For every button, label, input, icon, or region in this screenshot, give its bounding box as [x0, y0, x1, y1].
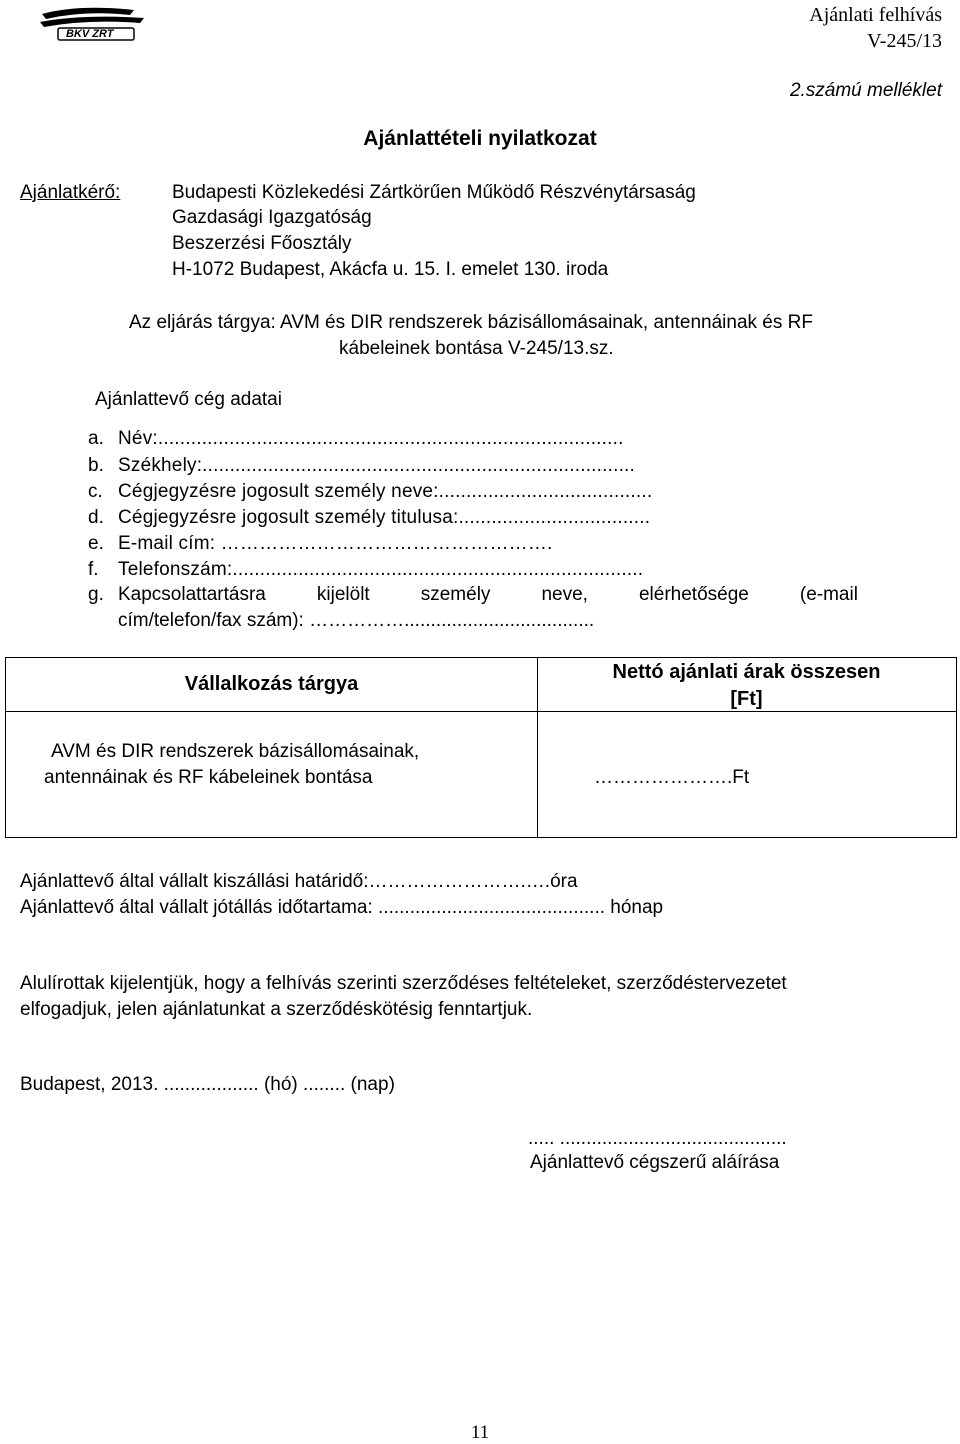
item-text: Cégjegyzésre jogosult személy neve:....................................... [118, 481, 653, 502]
item-letter: b. [88, 455, 104, 476]
customer-line-1: Budapesti Közlekedési Zártkörűen Működő Részvénytársaság [172, 182, 696, 203]
item-text: Telefonszám:........................................................................... [118, 559, 644, 580]
item-text: Név:..................................................................................... [118, 428, 624, 449]
item-text: Cégjegyzésre jogosult személy titulusa:................................... [118, 507, 651, 528]
item-text: Székhely:............................................................................... [118, 455, 635, 476]
doc-type: Ajánlati felhívás [809, 4, 942, 26]
table-header-subject: Vállalkozás tárgya [184, 673, 359, 695]
declaration-line-2: elfogadjuk, jelen ajánlatunkat a szerződéskötésig fenntartjuk. [20, 999, 533, 1020]
delivery-deadline: Ajánlattevő által vállalt kiszállási határidő:…………………….….óra [20, 871, 578, 892]
customer-line-4: H-1072 Budapest, Akácfa u. 15. I. emelet 130. iroda [172, 259, 609, 280]
contact-word: (e-mail [799, 584, 858, 605]
customer-line-3: Beszerzési Főosztály [172, 233, 352, 254]
item-letter: e. [88, 533, 104, 554]
bidder-item-contact [88, 582, 858, 608]
table-header-price-line-1: Nettó ajánlati árak összesen [612, 661, 881, 683]
date-line: Budapest, 2013. .................. (hó) ........ (nap) [20, 1074, 395, 1095]
item-letter: g. [88, 584, 104, 605]
table-cell-subject-line-1: AVM és DIR rendszerek bázisállomásainak, [51, 741, 420, 762]
contact-word: Kapcsolattartásra [118, 584, 266, 605]
annex-label: 2.számú melléklet [789, 80, 942, 101]
bidder-item-signatory-title [88, 505, 650, 531]
item-text: E-mail cím: ……………………………………………. [118, 533, 553, 554]
bidder-item-email [88, 531, 553, 557]
item-letter: a. [88, 428, 104, 449]
subject-line-2: kábeleinek bontása V-245/13.sz. [339, 338, 614, 359]
signature-dots: ..... ........................................... [528, 1128, 787, 1149]
offer-table [5, 657, 957, 838]
subject-line-1: Az eljárás tárgya: AVM és DIR rendszerek bázisállomásainak, antennáinak és RF [129, 312, 813, 333]
logo-text: BKV ZRT [66, 28, 114, 40]
contact-word: személy [420, 584, 491, 605]
customer-label: Ajánlatkérő: [20, 182, 121, 203]
signature-label: Ajánlattevő cégszerű aláírása [530, 1152, 780, 1173]
page-title: Ajánlattételi nyilatkozat [363, 127, 597, 150]
customer-line-2: Gazdasági Igazgatóság [172, 207, 372, 228]
item-letter: d. [88, 507, 104, 528]
contact-line-2: cím/telefon/fax szám): …………….................................... [118, 610, 595, 631]
bidder-item-phone [88, 557, 643, 583]
contact-line-1 [118, 582, 858, 608]
bkv-logo [38, 6, 148, 42]
warranty-period: Ajánlattevő által vállalt jótállás időtartama: ........................................... hónap [20, 897, 664, 918]
contact-word: neve, [541, 584, 588, 605]
item-letter: c. [88, 481, 103, 502]
declaration-line-1: Alulírottak kijelentjük, hogy a felhívás szerinti szerződéses feltételeket, szerződéstervezetet [20, 973, 787, 994]
table-header-price-line-2: [Ft] [730, 688, 763, 710]
item-letter: f. [88, 559, 99, 580]
contact-word: elérhetősége [638, 584, 749, 605]
table-cell-price: ………………….Ft [594, 767, 750, 788]
table-cell-subject-line-2: antennáinak és RF kábeleinek bontása [44, 767, 373, 788]
bidder-heading: Ajánlattevő cég adatai [95, 389, 282, 410]
bidder-item-seat [88, 453, 635, 479]
bidder-item-signatory-name [88, 479, 652, 505]
bidder-item-name [88, 426, 624, 452]
page-number: 11 [470, 1422, 490, 1443]
doc-code: V-245/13 [867, 30, 942, 52]
contact-word: kijelölt [316, 584, 370, 605]
